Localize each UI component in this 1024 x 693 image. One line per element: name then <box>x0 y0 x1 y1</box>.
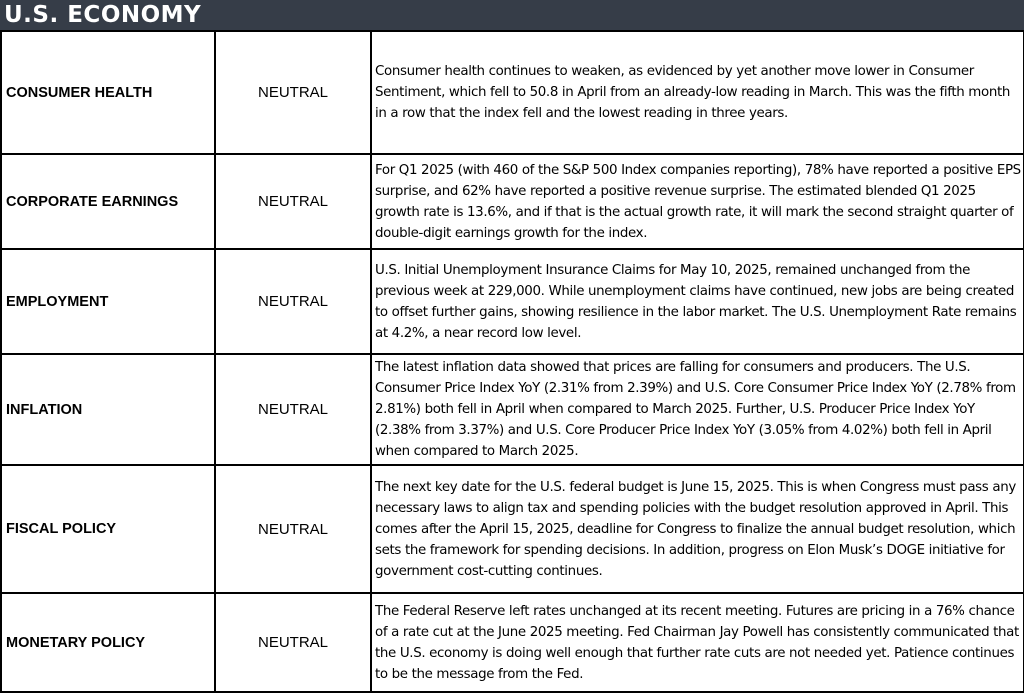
table-row <box>1 354 1024 465</box>
category-cell <box>1 154 215 249</box>
category-cell <box>1 31 215 154</box>
table-row <box>1 249 1024 354</box>
description-cell: The next key date for the U.S. federal budget is June 15, 2025. This is when Congress must pass any necessary laws to align tax and spending policies with the budget resolution approved in April. This comes after the April 15, 2025, deadline for Congress to finalize the annual budget resolution, which sets the framework for spending decisions. In addition, progress on Elon Musk’s DOGE initiative for government cost-cutting continues. <box>371 465 1024 593</box>
rating-cell <box>215 249 371 354</box>
section-header <box>0 0 1024 30</box>
rating-label: NEUTRAL <box>257 193 328 210</box>
description-cell: For Q1 2025 (with 460 of the S&P 500 Index companies reporting), 78% have reported a positive EPS surprise, and 62% have reported a positive revenue surprise. The estimated blended Q1 2025 growth rate is 13.6%, and if that is the actual growth rate, it will mark the second straight quarter of double-digit earnings growth for the index. <box>371 154 1024 249</box>
category-label: CORPORATE EARNINGS <box>6 193 179 210</box>
category-cell <box>1 593 215 692</box>
description-cell: Consumer health continues to weaken, as evidenced by yet another move lower in Consumer Sentiment, which fell to 50.8 in April from an already-low reading in March. This was the fifth month in a row that the index fell and the lowest reading in three years. <box>371 31 1024 154</box>
rating-label: NEUTRAL <box>257 401 328 418</box>
rating-cell <box>215 31 371 154</box>
rating-label: NEUTRAL <box>257 520 328 538</box>
description-cell: The latest inflation data showed that prices are falling for consumers and producers. The U.S. Consumer Price Index YoY (2.31% from 2.39%) and U.S. Core Consumer Price Index YoY (2.78% from 2.81%) both fell in April when compared to March 2025. Further, U.S. Producer Price Index YoY (2.38% from 3.37%) and U.S. Core Producer Price Index YoY (3.05% from 4.02%) both fell in April when compared to March 2025. <box>371 354 1024 465</box>
category-label: CONSUMER HEALTH <box>6 84 153 101</box>
rating-cell <box>215 154 371 249</box>
category-label: EMPLOYMENT <box>6 293 109 310</box>
category-cell <box>1 465 215 593</box>
table-row <box>1 31 1024 154</box>
description-cell: U.S. Initial Unemployment Insurance Claims for May 10, 2025, remained unchanged from the previous week at 229,000. While unemployment claims have continued, new jobs are being created to offset further gains, showing resilience in the labor market. The U.S. Unemployment Rate remains at 4.2%, a near record low level. <box>371 249 1024 354</box>
table-row <box>1 154 1024 249</box>
category-cell <box>1 354 215 465</box>
table-row <box>1 465 1024 593</box>
rating-cell <box>215 354 371 465</box>
rating-cell <box>215 465 371 593</box>
rating-label: NEUTRAL <box>257 84 328 101</box>
economy-table <box>0 30 1024 693</box>
category-cell <box>1 249 215 354</box>
rating-label: NEUTRAL <box>257 293 328 310</box>
category-label: FISCAL POLICY <box>6 521 117 537</box>
table-row <box>1 593 1024 692</box>
category-label: MONETARY POLICY <box>6 634 146 651</box>
description-cell: The Federal Reserve left rates unchanged at its recent meeting. Futures are pricing in a 76% chance of a rate cut at the June 2025 meeting. Fed Chairman Jay Powell has consistently communicated that the U.S. economy is doing well enough that further rate cuts are not needed yet. Patience continues to be the message from the Fed. <box>371 593 1024 692</box>
section-title: U.S. ECONOMY <box>4 2 202 28</box>
category-label: INFLATION <box>6 401 83 418</box>
rating-cell <box>215 593 371 692</box>
rating-label: NEUTRAL <box>257 634 328 651</box>
